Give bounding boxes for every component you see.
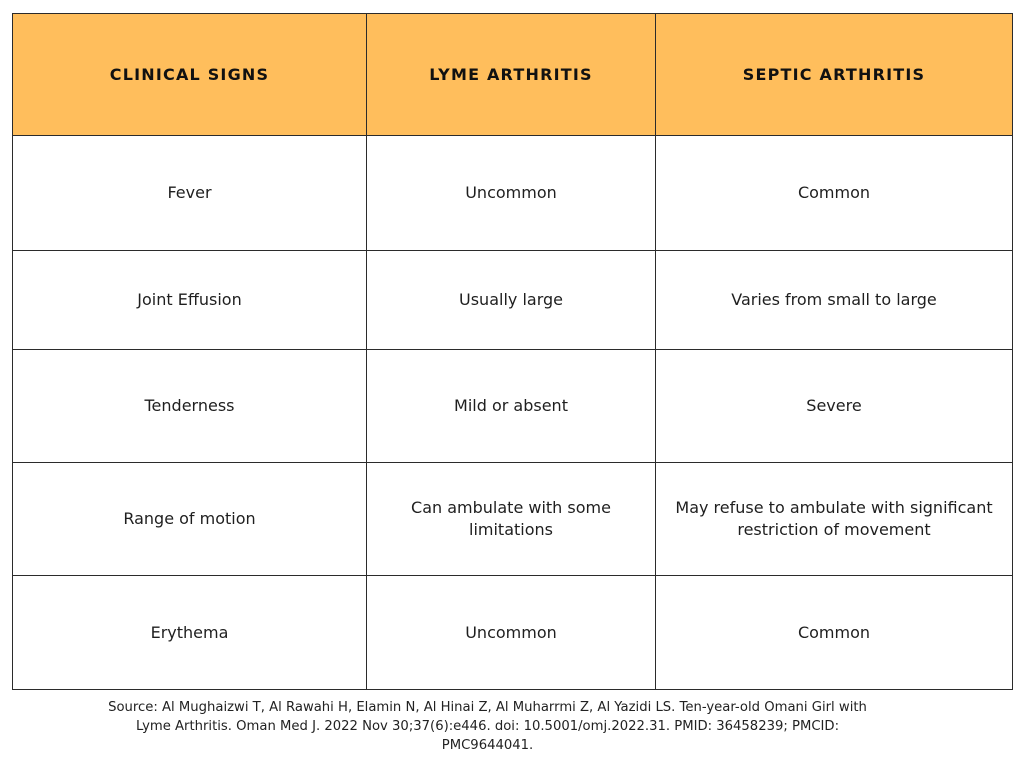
cell-septic: Varies from small to large	[656, 251, 1013, 350]
header-clinical-signs: CLINICAL SIGNS	[13, 14, 367, 136]
cell-septic: Common	[656, 576, 1013, 690]
table-row	[13, 251, 1013, 350]
comparison-table	[12, 13, 1013, 690]
cell-septic: Common	[656, 136, 1013, 251]
header-septic-arthritis: SEPTIC ARTHRITIS	[656, 14, 1013, 136]
header-row	[13, 14, 1013, 136]
cell-septic: May refuse to ambulate with significant restriction of movement	[656, 463, 1013, 576]
cell-lyme: Mild or absent	[367, 350, 656, 463]
table-row	[13, 136, 1013, 251]
cell-clinical-sign: Joint Effusion	[13, 251, 367, 350]
table-row	[13, 463, 1013, 576]
cell-lyme: Usually large	[367, 251, 656, 350]
cell-lyme: Uncommon	[367, 576, 656, 690]
cell-clinical-sign: Erythema	[13, 576, 367, 690]
cell-septic: Severe	[656, 350, 1013, 463]
cell-clinical-sign: Fever	[13, 136, 367, 251]
table-row	[13, 576, 1013, 690]
header-lyme-arthritis: LYME ARTHRITIS	[367, 14, 656, 136]
cell-lyme: Can ambulate with some limitations	[367, 463, 656, 576]
cell-clinical-sign: Range of motion	[13, 463, 367, 576]
cell-lyme: Uncommon	[367, 136, 656, 251]
source-citation: Source: Al Mughaizwi T, Al Rawahi H, Elamin N, Al Hinai Z, Al Muharrmi Z, Al Yazidi LS. Ten-year-old Omani Girl with Lyme Arthritis. Oman Med J. 2022 Nov 30;37(6):e446. doi: 10.5001/omj.2022.31. PMID: 36458239; PMCID: PMC9644041.	[108, 700, 867, 753]
cell-clinical-sign: Tenderness	[13, 350, 367, 463]
table-row	[13, 350, 1013, 463]
